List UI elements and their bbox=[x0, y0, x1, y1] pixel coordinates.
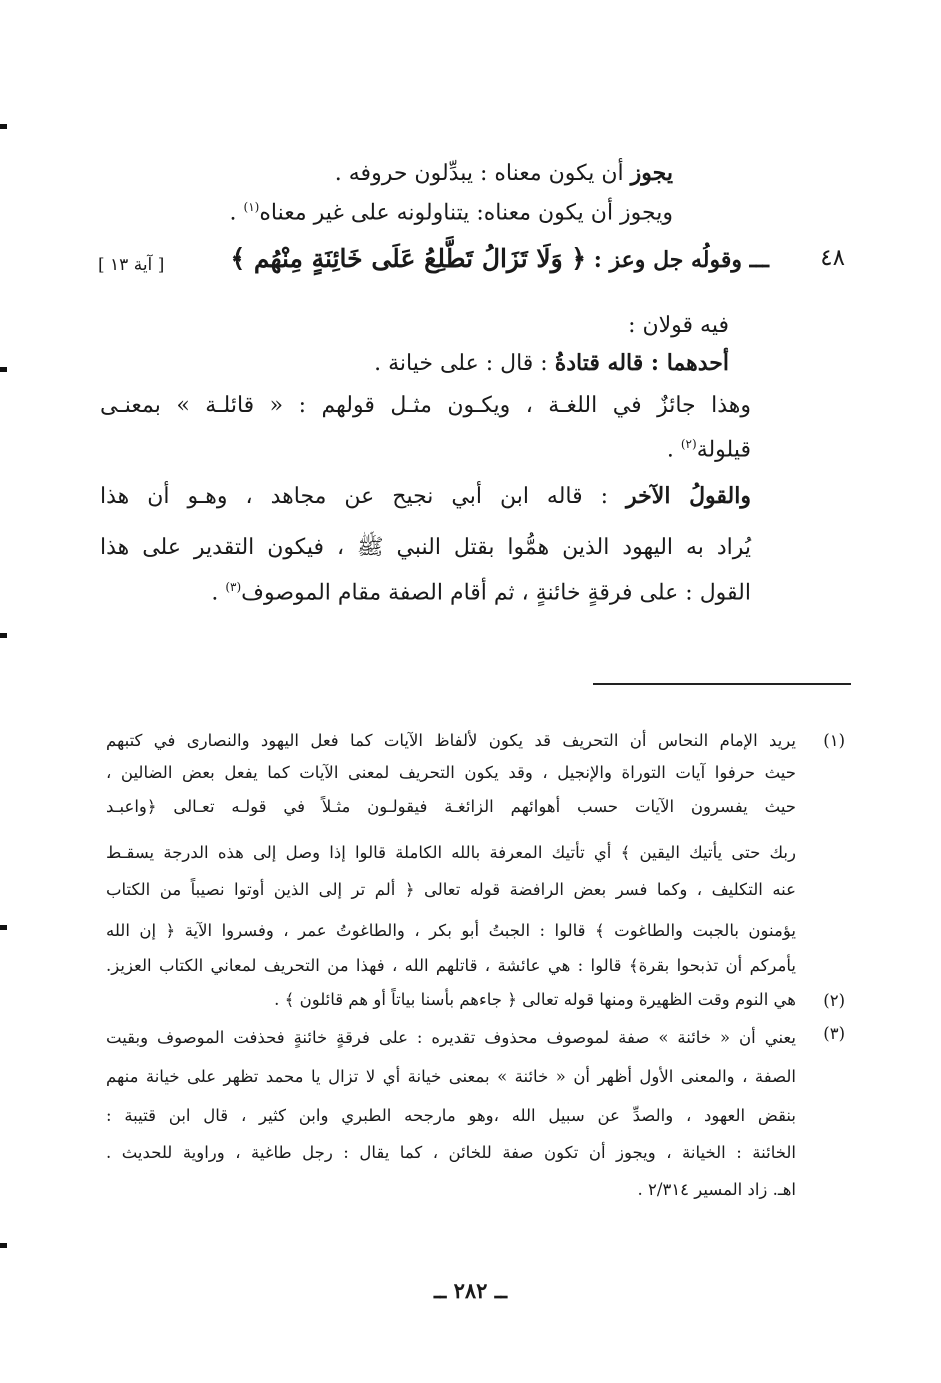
body-line-7-end: . bbox=[666, 437, 681, 463]
body-line-10 bbox=[211, 580, 751, 605]
entry-lead: ـــ وقولُه جل وعز : bbox=[593, 247, 769, 273]
fn2-l1: هي النوم وقت الظهيرة ومنها قوله تعالى ﴿ جاءهم بأسنا بياتاً أو هم قائلون ﴾ . bbox=[274, 990, 796, 1009]
body-line-5 bbox=[374, 350, 729, 376]
body-line-1-rest: أن يكون معناه : يبدِّلون حروفه . bbox=[334, 161, 624, 186]
scan-margin-mark bbox=[0, 124, 7, 129]
body-line-5-bold: أحدهما : قاله قتادةُ bbox=[554, 350, 729, 376]
footnote-3-line-2 bbox=[106, 1067, 796, 1086]
fn-num-1: (١) bbox=[823, 731, 845, 750]
fn1-l5: عنه التكليف ، وكما فسر بعض الرافضة قوله تعالى ﴿ ألم تر إلى الذين أوتوا نصيباً من الكتاب bbox=[106, 880, 796, 899]
body-line-2 bbox=[230, 200, 673, 225]
quran-verse: ﴿ وَلَا تَزَالُ تَطَّلِعُ عَلَى خَائِنَةٍ مِنْهُم ﴾ bbox=[230, 244, 587, 273]
footnote-1-line-3 bbox=[106, 797, 796, 816]
fn1-l1: يريد الإمام النحاس أن التحريف قد يكون لألفاظ الآيات كما فعل اليهود والنصارى في كتبهم bbox=[106, 731, 796, 750]
footnote-3-line-3 bbox=[106, 1106, 796, 1125]
fn3-l1: يعني أن « خائنة » صفة لموصوف محذوف تقديره : على فرقةٍ خائنةٍ فحذفت الموصوف وبقيت bbox=[106, 1028, 796, 1047]
body-line-2-end: . bbox=[229, 200, 244, 226]
footnote-1-line-4 bbox=[106, 843, 796, 862]
fn3-l3: بنقض العهود ، والصدِّ عن سبيل الله ،وهو مارجحه الطبري وابن كثير ، قال ابن قتيبة : bbox=[106, 1106, 796, 1125]
footnote-1-line-2 bbox=[106, 763, 796, 782]
body-line-6 bbox=[100, 393, 751, 418]
footnote-number-1 bbox=[823, 731, 845, 750]
footnote-1-line-1 bbox=[106, 731, 796, 750]
body-line-8 bbox=[100, 483, 751, 509]
footnote-separator bbox=[593, 683, 851, 685]
footnote-ref-1: (١) bbox=[243, 200, 260, 214]
fn-num-3: (٣) bbox=[823, 1024, 845, 1043]
fn-num-2: (٢) bbox=[823, 991, 845, 1010]
body-line-2-text: ويجوز أن يكون معناه: يتناولونه على غير معناه bbox=[259, 200, 673, 226]
fn1-l3: حيث يفسرون الآيات حسب أهوائهم الزائغـة فيقولـون مثـلاً في قولـه تعـالى ﴿واعبـد bbox=[106, 797, 796, 816]
entry-48-heading bbox=[231, 244, 770, 273]
body-line-7 bbox=[667, 437, 751, 462]
scan-margin-mark bbox=[0, 1243, 7, 1248]
body-line-10-end: . bbox=[211, 580, 226, 606]
footnote-3-line-1 bbox=[106, 1028, 796, 1047]
footnote-number-3 bbox=[823, 1024, 845, 1043]
ayah-reference bbox=[98, 255, 164, 275]
body-line-8-bold: والقولُ الآخر bbox=[626, 483, 751, 509]
body-line-8-rest: : قاله ابن أبي نجيح عن مجاهد ، وهـو أن هذا bbox=[100, 484, 627, 509]
footnote-ref-3: (٣) bbox=[225, 580, 242, 594]
page-number-text: ــ ٢٨٢ ــ bbox=[433, 1278, 508, 1303]
footnote-ref-2: (٢) bbox=[680, 437, 697, 451]
body-line-9 bbox=[100, 533, 751, 565]
footnote-1-line-7 bbox=[106, 956, 796, 975]
ayah-ref: [ آية ١٣ ] bbox=[98, 255, 165, 275]
scan-margin-mark bbox=[0, 925, 7, 930]
footnote-2-line-1 bbox=[274, 990, 796, 1009]
entry-48-number bbox=[820, 245, 845, 271]
footnote-1-line-6 bbox=[106, 921, 796, 940]
fn1-l6: يؤمنون بالجبت والطاغوت ﴾ قالوا : الجبتُ أبو بكر ، والطاغوتُ عمر ، وفسروا الآية ﴿ إن الله bbox=[106, 921, 796, 940]
footnote-3-line-4 bbox=[106, 1143, 796, 1162]
body-line-10-text: القول : على فرقةٍ خائنةٍ ، ثم أقام الصفة مقام الموصوف bbox=[241, 580, 751, 606]
body-line-1 bbox=[335, 160, 673, 186]
body-line-1-lead: يجوز bbox=[630, 160, 673, 186]
fn1-l4: ربك حتى يأتيك اليقين ﴾ أي تأتيك المعرفة بالله الكاملة قالوا إذا وصل إلى هذه الدرجة يسقـط bbox=[106, 843, 796, 862]
body-line-4-text: فيه قولان : bbox=[628, 313, 729, 338]
fn1-l2: حيث حرفوا آيات التوراة والإنجيل ، وقد يكون التحريف لمعنى الآيات كما يفعل بعض الضالين ، bbox=[106, 763, 796, 782]
footnote-3-line-5 bbox=[638, 1180, 796, 1199]
footnote-number-2 bbox=[823, 991, 845, 1010]
body-line-5-rest: : قال : على خيانة . bbox=[374, 351, 555, 376]
fn3-l5: اهـ. زاد المسير ٢/٣١٤ . bbox=[637, 1180, 796, 1199]
footnote-1-line-5 bbox=[106, 880, 796, 899]
body-line-6-text: وهذا جائزٌ في اللغـة ، ويكـون مثـل قولهم : « قائلـة » بمعنـى bbox=[100, 393, 751, 418]
fn1-l7: يأمركم أن تذبحوا بقرة﴾ قالوا : هي عائشة ، قاتلهم الله ، فهذا من التحريف لمعاني الكتاب العزيز. bbox=[106, 956, 796, 975]
scan-margin-mark bbox=[0, 367, 7, 372]
body-line-7-text: قيلولة bbox=[696, 437, 751, 463]
scan-margin-mark bbox=[0, 633, 7, 638]
body-line-9-text: يُراد به اليهود الذين همُّوا بقتل النبي ﷺ ، فيكون التقدير على هذا bbox=[100, 535, 751, 560]
fn3-l2: الصفة ، والمعنى الأول أظهر أن « خائنة » بمعنى خيانة أي لا تزال يا محمد تظهر على خيانة منهم bbox=[106, 1067, 796, 1086]
body-line-4 bbox=[628, 313, 729, 338]
page-number bbox=[0, 1278, 941, 1303]
fn3-l4: الخائنة : الخيانة ، ويجوز أن تكون صفة للخائن ، كما يقال : رجل طاغية ، وراوية للحديث . bbox=[106, 1143, 796, 1162]
entry-number: ٤٨ bbox=[820, 245, 845, 271]
